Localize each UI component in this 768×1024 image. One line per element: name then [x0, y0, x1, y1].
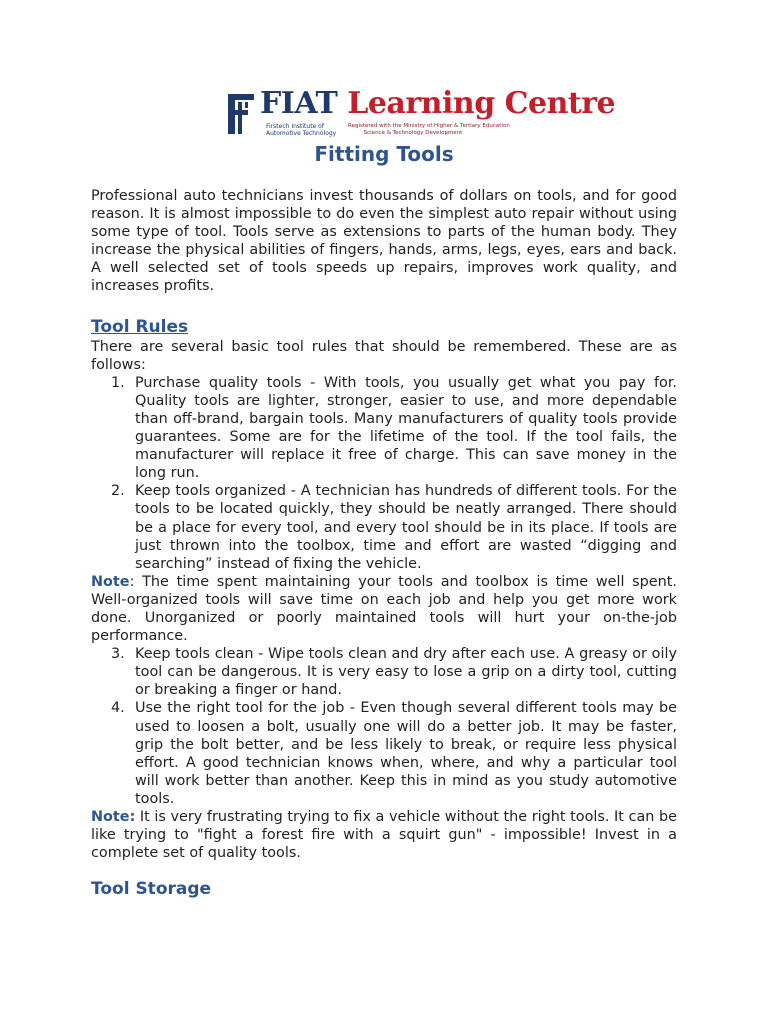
list-item	[91, 699, 677, 808]
tool-rules-list-a	[91, 374, 677, 573]
registration-line-1: Registered with the Ministry of Higher & Tertiary Education	[348, 123, 510, 129]
note-text: It is very frustrating trying to fix a vehicle without the right tools. It can be like trying to "fight a forest fire with a squirt gun" - impossible! Invest in a complete set of quality tools.	[91, 809, 677, 862]
note-2	[91, 808, 677, 862]
list-text: Keep tools clean - Wipe tools clean and dry after each use. A greasy or oily tool can be dangerous. It is very easy to lose a grip on a dirty tool, cutting or breaking a finger or hand.	[135, 646, 677, 699]
list-item	[91, 482, 677, 572]
note-label: Note	[91, 573, 130, 590]
note-1	[91, 573, 677, 645]
page-title: Fitting Tools	[314, 142, 454, 166]
list-item	[91, 645, 677, 699]
brand-fiat: FIAT	[260, 86, 338, 121]
list-item	[91, 374, 677, 483]
brand-name	[260, 86, 615, 122]
tool-rules-list-b	[91, 645, 677, 808]
intro-paragraph: Professional auto technicians invest thousands of dollars on tools, and for good reason. It is almost impossible to do even the simplest auto repair without using some type of tool. Tools serve as extensions to parts of the human body. They increase the physical abilities of fingers, hands, arms, legs, eyes, ears and back. A well selected set of tools speeds up repairs, improves work quality, and increases profits.	[91, 188, 677, 295]
list-text: Use the right tool for the job - Even though several different tools may be used to loosen a bolt, usually one will do a better job. It may be faster, grip the bolt better, and be less likely to break, or require less physical effort. A good technician knows when, where, and why a particular tool will work better than another. Keep this in mind as you study automotive tools.	[135, 700, 677, 807]
institute-name	[266, 123, 336, 137]
list-number: 3.	[111, 646, 125, 663]
list-text: Keep tools organized - A technician has hundreds of different tools. For the tools to be located quickly, they should be neatly arranged. There should be a place for every tool, and every tool should be in its place. If tools are just thrown into the toolbox, time and effort are wasted “digging and searching” instead of fixing the vehicle.	[135, 483, 677, 572]
list-number: 1.	[111, 374, 125, 391]
note-label: Note:	[91, 809, 136, 825]
institute-line-1: Firstech Institute of	[266, 123, 324, 130]
tool-rules-heading: Tool Rules	[91, 316, 189, 337]
registration-text	[348, 123, 510, 137]
list-text: Purchase quality tools - With tools, you usually get what you pay for. Quality tools are lighter, stronger, easier to use, and more dependable than off-brand, bargain tools. Many manufacturers of quality tools provide guarantees. Some are for the lifetime of the tool. If the tool fails, the manufacturer will replace it free of charge. This can save money in the long run.	[135, 374, 677, 482]
tool-rules-lead: There are several basic tool rules that should be remembered. These are as follows:	[91, 338, 677, 373]
tool-storage-heading: Tool Storage	[91, 879, 212, 900]
registration-line-2: Science & Technology Development	[363, 130, 463, 136]
institute-line-2: Automotive Technology	[266, 130, 337, 137]
fiat-logo-mark-icon	[226, 92, 256, 136]
note-text: : The time spent maintaining your tools and toolbox is time well spent. Well-organized tools will save time on each job and help you get more work done. Unorganized or poorly maintained tools will hurt your on-the-job performance.	[91, 573, 677, 645]
fiat-logo	[226, 86, 616, 138]
brand-learning-centre: Learning Centre	[347, 86, 616, 121]
document-body	[91, 187, 677, 900]
list-number: 2.	[111, 483, 125, 500]
list-number: 4.	[111, 700, 125, 717]
